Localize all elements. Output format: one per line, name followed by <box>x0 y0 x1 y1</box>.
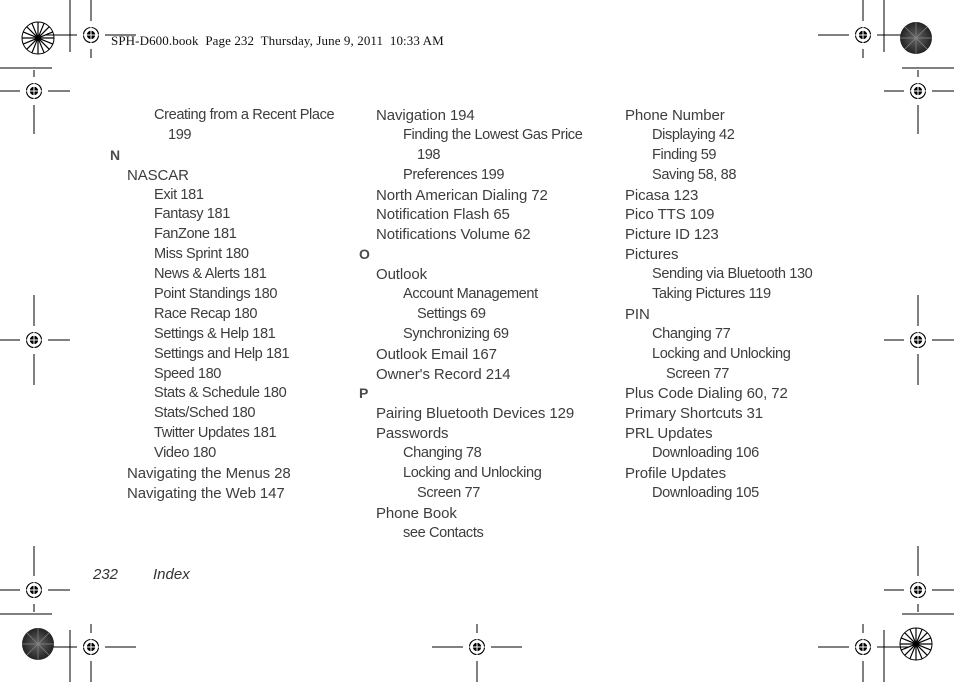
index-entry: Plus Code Dialing 60, 72 <box>625 385 788 403</box>
section-letter: P <box>359 385 369 402</box>
index-entry: 199 <box>168 126 192 143</box>
index-entry: Pictures <box>625 246 679 264</box>
index-entry: North American Dialing 72 <box>376 186 548 204</box>
section-letter: O <box>359 246 370 263</box>
index-entry: Race Recap 180 <box>154 305 258 322</box>
index-entry: Notification Flash 65 <box>376 206 510 224</box>
index-entry: Navigating the Menus 28 <box>127 465 291 483</box>
index-entry: Outlook <box>376 266 427 284</box>
index-entry: Finding the Lowest Gas Price <box>403 126 583 143</box>
index-entry: Displaying 42 <box>652 126 735 143</box>
index-column-3 <box>625 106 870 504</box>
index-entry: see Contacts <box>403 524 484 541</box>
index-column-2 <box>359 106 621 544</box>
index-entry: Miss Sprint 180 <box>154 246 249 263</box>
section-letter: N <box>110 146 121 163</box>
index-entry: Settings 69 <box>417 305 486 322</box>
index-entry: Taking Pictures 119 <box>652 286 771 303</box>
index-entry: Synchronizing 69 <box>403 325 509 342</box>
index-entry: Exit 181 <box>154 186 204 203</box>
index-entry: News & Alerts 181 <box>154 266 267 283</box>
index-entry: PIN <box>625 305 650 323</box>
index-entry: Speed 180 <box>154 365 222 382</box>
index-entry: Screen 77 <box>417 484 480 501</box>
index-entry: Passwords <box>376 425 449 443</box>
index-entry: FanZone 181 <box>154 226 237 243</box>
index-entry: Navigation 194 <box>376 107 475 124</box>
index-entry: Downloading 105 <box>652 484 759 501</box>
section-title: Index <box>153 566 190 583</box>
index-entry: Pairing Bluetooth Devices 129 <box>376 405 575 423</box>
index-entry: Locking and Unlocking <box>652 345 791 362</box>
index-entry: Profile Updates <box>625 465 727 483</box>
index-entry: 198 <box>417 146 441 163</box>
index-entry: NASCAR <box>127 166 189 184</box>
index-entry: Screen 77 <box>666 365 729 382</box>
index-entry: Picture ID 123 <box>625 226 719 244</box>
index-entry: Picasa 123 <box>625 186 699 204</box>
index-entry: Navigating the Web 147 <box>127 484 285 502</box>
index-entry: Fantasy 181 <box>154 206 230 223</box>
print-slug-header: SPH-D600.book Page 232 Thursday, June 9, 2011 10:33 AM <box>111 33 444 48</box>
index-entry: Phone Book <box>376 504 457 522</box>
index-entry: Outlook Email 167 <box>376 345 497 363</box>
index-entry: Creating from a Recent Place <box>154 107 335 123</box>
index-entry: Preferences 199 <box>403 166 505 183</box>
index-entry: Downloading 106 <box>652 445 759 462</box>
index-entry: Settings and Help 181 <box>154 345 290 362</box>
index-entry: Changing 78 <box>403 445 482 462</box>
index-entry: Sending via Bluetooth 130 <box>652 266 813 283</box>
index-entry: Finding 59 <box>652 146 717 163</box>
index-entry: Stats & Schedule 180 <box>154 385 287 402</box>
index-entry: Owner's Record 214 <box>376 365 511 383</box>
index-entry: Settings & Help 181 <box>154 325 276 342</box>
index-entry: Changing 77 <box>652 325 731 342</box>
page-number: 232 <box>93 566 119 583</box>
index-entry: Video 180 <box>154 445 216 462</box>
index-entry: Locking and Unlocking <box>403 465 542 482</box>
index-entry: Stats/Sched 180 <box>154 405 256 422</box>
index-entry: Twitter Updates 181 <box>154 425 277 442</box>
index-entry: Account Management <box>403 286 538 303</box>
index-entry: Pico TTS 109 <box>625 206 715 224</box>
index-entry: Saving 58, 88 <box>652 166 737 183</box>
index-entry: Primary Shortcuts 31 <box>625 405 764 423</box>
index-entry: PRL Updates <box>625 425 713 443</box>
index-column-1 <box>110 106 372 504</box>
index-entry: Phone Number <box>625 107 725 124</box>
index-entry: Point Standings 180 <box>154 286 278 303</box>
index-entry: Notifications Volume 62 <box>376 226 531 244</box>
